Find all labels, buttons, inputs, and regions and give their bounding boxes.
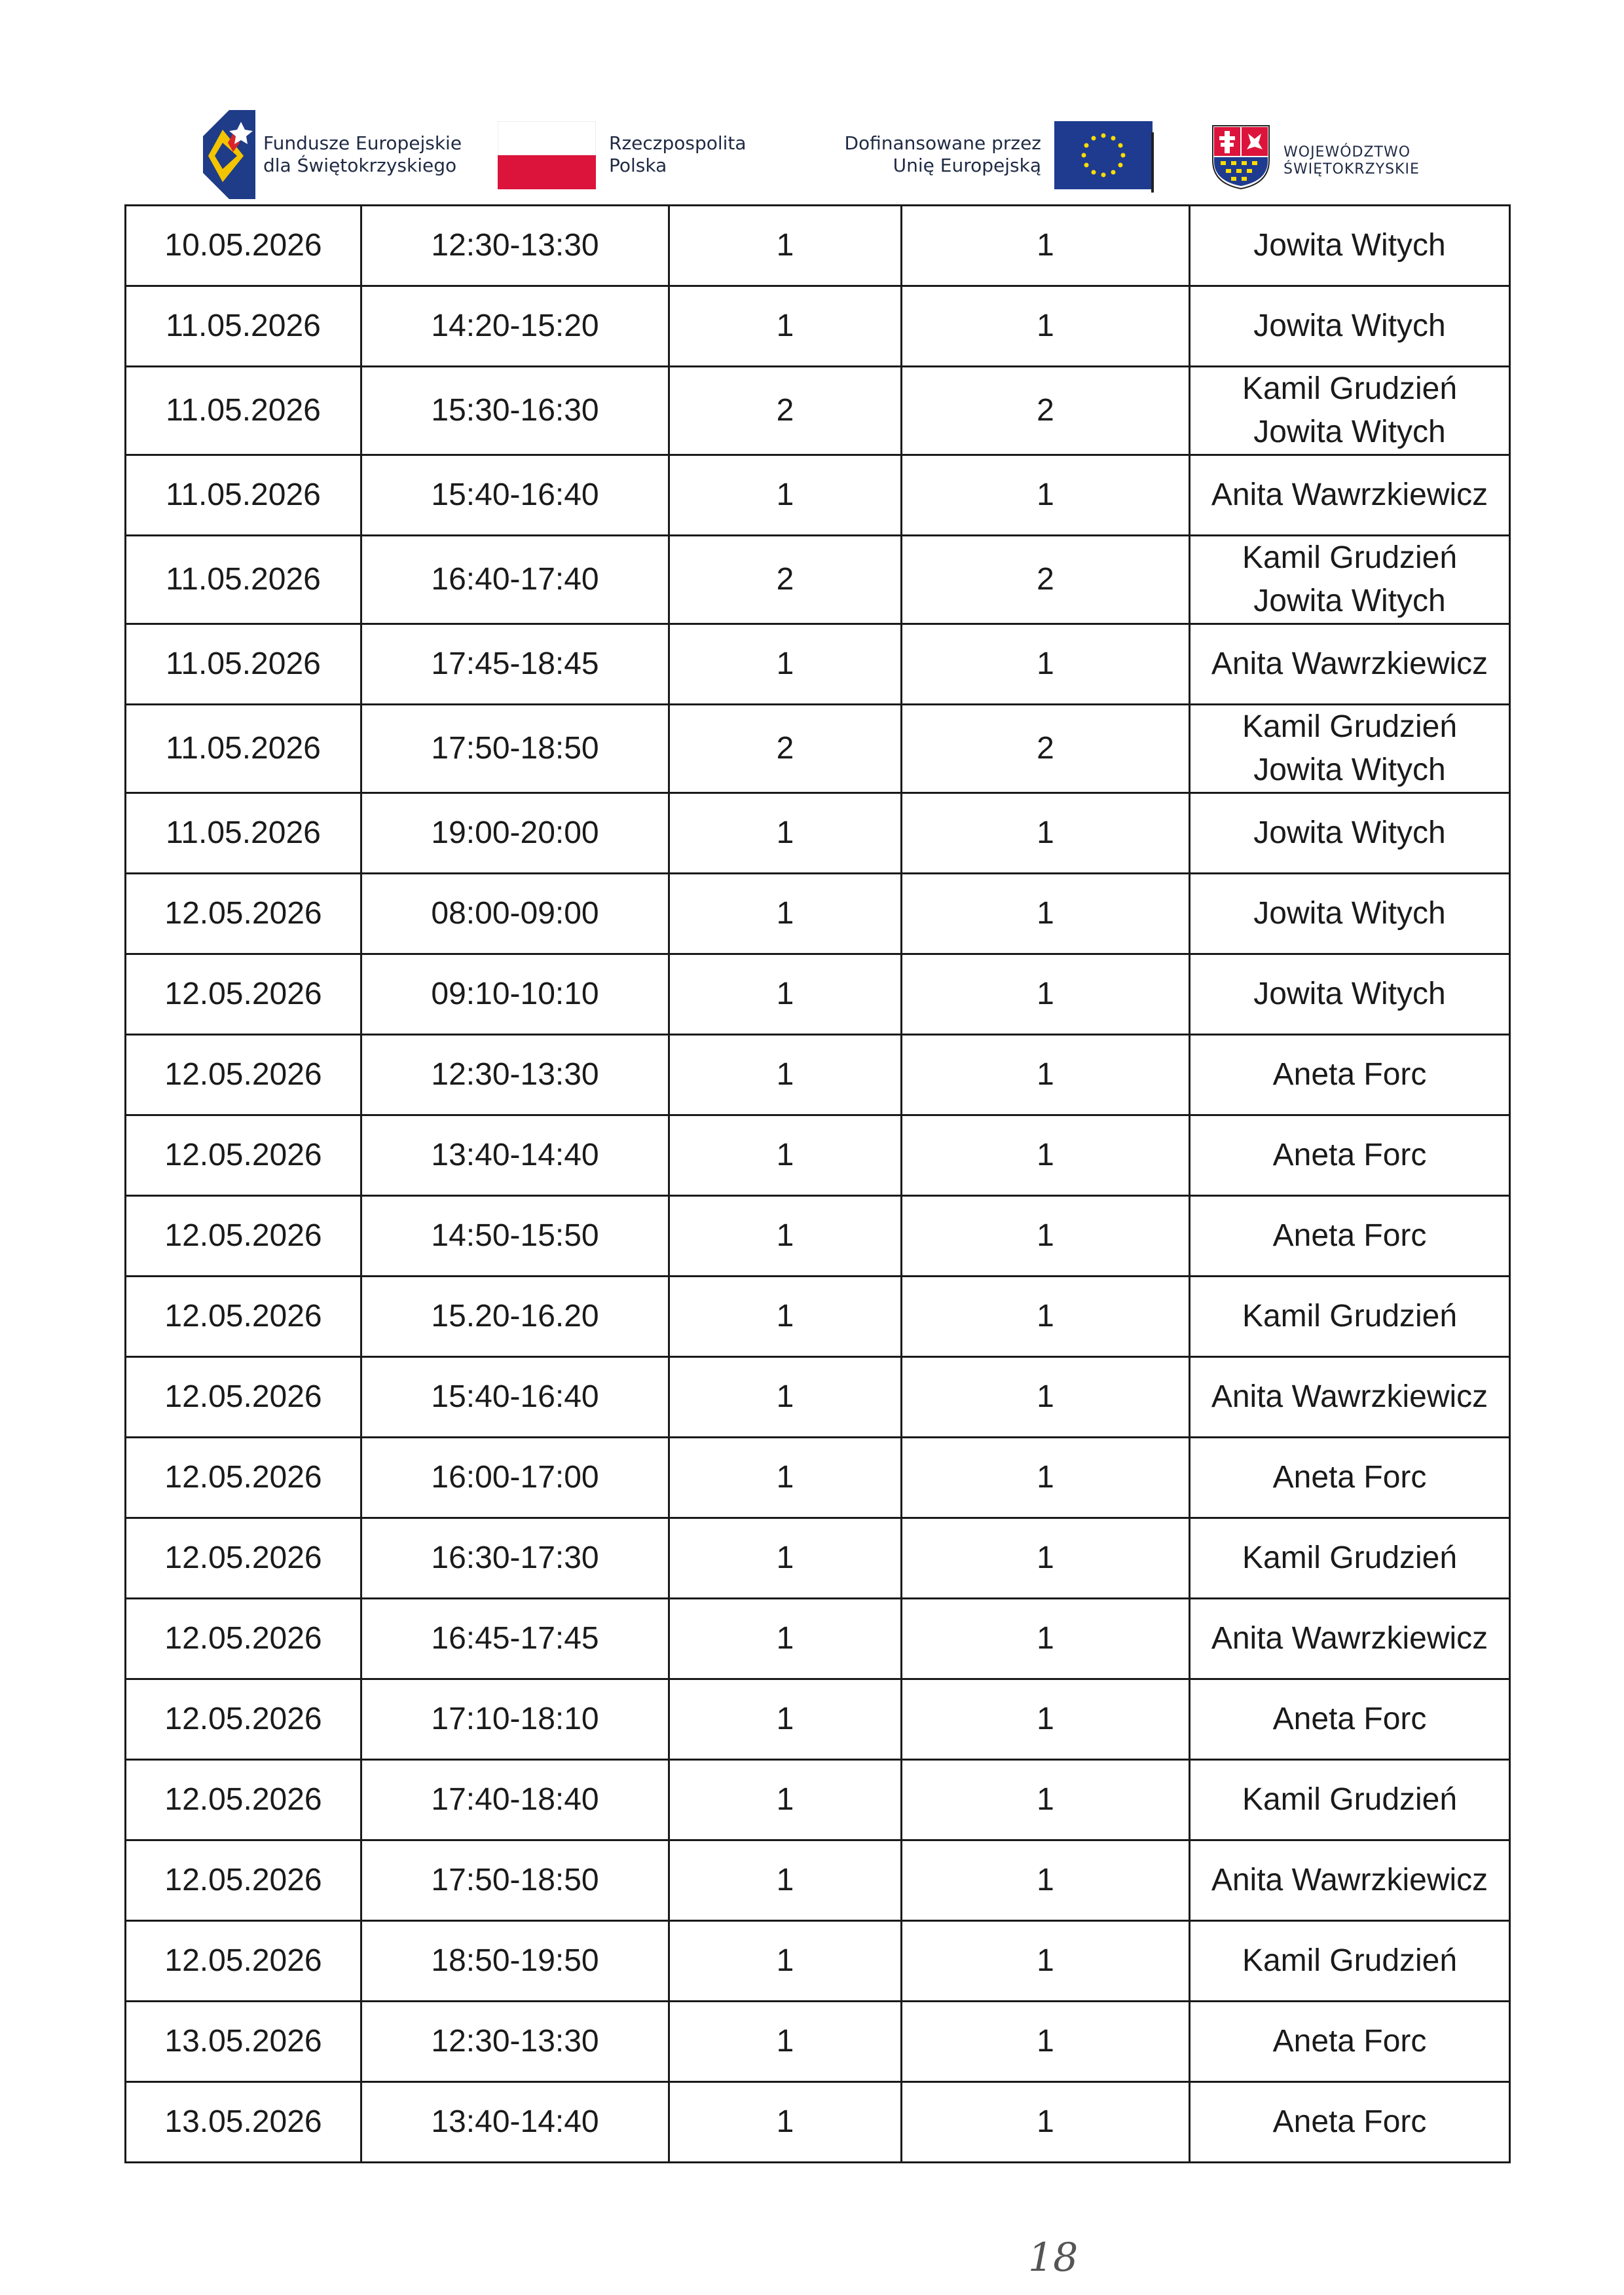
staff-cell xyxy=(1190,1357,1510,1438)
date-cell: 12.05.2026 xyxy=(126,1277,361,1357)
count-cell-a: 1 xyxy=(669,1679,902,1760)
staff-cell xyxy=(1190,1277,1510,1357)
time-cell: 16:00-17:00 xyxy=(361,1438,669,1518)
count-cell-b: 1 xyxy=(902,954,1190,1035)
count-cell-b: 1 xyxy=(902,793,1190,874)
count-cell-b: 1 xyxy=(902,1679,1190,1760)
staff-cell xyxy=(1190,624,1510,705)
staff-name: Aneta Forc xyxy=(1272,2024,1427,2059)
staff-name: Jowita Witych xyxy=(1253,753,1446,787)
time-cell: 16:30-17:30 xyxy=(361,1518,669,1599)
date-cell: 12.05.2026 xyxy=(126,1115,361,1196)
staff-cell xyxy=(1190,286,1510,367)
count-cell-a: 1 xyxy=(669,1760,902,1840)
date-cell: 12.05.2026 xyxy=(126,1599,361,1679)
count-cell-b: 2 xyxy=(902,367,1190,455)
count-cell-a: 1 xyxy=(669,1840,902,1921)
count-cell-a: 1 xyxy=(669,1277,902,1357)
time-cell: 15:40-16:40 xyxy=(361,1357,669,1438)
count-cell-a: 1 xyxy=(669,1599,902,1679)
count-cell-a: 1 xyxy=(669,874,902,954)
time-cell: 16:40-17:40 xyxy=(361,536,669,624)
staff-name: Aneta Forc xyxy=(1272,1138,1427,1172)
count-cell-b: 1 xyxy=(902,1518,1190,1599)
staff-name: Kamil Grudzień xyxy=(1242,1540,1458,1575)
table-row xyxy=(126,705,1510,793)
staff-name: Aneta Forc xyxy=(1272,1218,1427,1253)
staff-name: Jowita Witych xyxy=(1253,977,1446,1011)
date-cell: 11.05.2026 xyxy=(126,793,361,874)
staff-name: Jowita Witych xyxy=(1253,815,1446,850)
date-cell: 12.05.2026 xyxy=(126,874,361,954)
count-cell-b: 1 xyxy=(902,1760,1190,1840)
time-cell: 15:30-16:30 xyxy=(361,367,669,455)
count-cell-b: 1 xyxy=(902,2082,1190,2163)
table-row xyxy=(126,206,1510,286)
date-cell: 12.05.2026 xyxy=(126,1196,361,1277)
time-cell: 14:50-15:50 xyxy=(361,1196,669,1277)
staff-cell xyxy=(1190,2002,1510,2082)
count-cell-a: 1 xyxy=(669,455,902,536)
count-cell-b: 1 xyxy=(902,1115,1190,1196)
count-cell-b: 1 xyxy=(902,1196,1190,1277)
table-row xyxy=(126,1035,1510,1115)
count-cell-a: 1 xyxy=(669,1357,902,1438)
count-cell-a: 1 xyxy=(669,1518,902,1599)
time-cell: 08:00-09:00 xyxy=(361,874,669,954)
schedule-table xyxy=(124,204,1511,2163)
table-row xyxy=(126,1679,1510,1760)
table-row xyxy=(126,1921,1510,2002)
table-row xyxy=(126,2082,1510,2163)
count-cell-b: 2 xyxy=(902,536,1190,624)
unia-europejska-text: Dofinansowane przez Unię Europejską xyxy=(844,132,1041,176)
count-cell-b: 1 xyxy=(902,1277,1190,1357)
time-cell: 13:40-14:40 xyxy=(361,2082,669,2163)
wojewodztwo-swietokrzyskie-logo xyxy=(1211,105,1473,203)
date-cell: 12.05.2026 xyxy=(126,1518,361,1599)
count-cell-a: 1 xyxy=(669,793,902,874)
count-cell-b: 1 xyxy=(902,2002,1190,2082)
time-cell: 17:50-18:50 xyxy=(361,705,669,793)
staff-cell xyxy=(1190,954,1510,1035)
time-cell: 17:10-18:10 xyxy=(361,1679,669,1760)
count-cell-b: 1 xyxy=(902,1921,1190,2002)
staff-cell xyxy=(1190,1518,1510,1599)
staff-name: Kamil Grudzień xyxy=(1242,1299,1458,1334)
date-cell: 12.05.2026 xyxy=(126,1840,361,1921)
date-cell: 12.05.2026 xyxy=(126,1438,361,1518)
staff-name: Aneta Forc xyxy=(1272,1460,1427,1495)
date-cell: 12.05.2026 xyxy=(126,1679,361,1760)
date-cell: 11.05.2026 xyxy=(126,536,361,624)
staff-name: Kamil Grudzień xyxy=(1242,1782,1458,1817)
time-cell: 12:30-13:30 xyxy=(361,1035,669,1115)
time-cell: 18:50-19:50 xyxy=(361,1921,669,2002)
logo-divider xyxy=(1151,132,1154,193)
staff-name: Jowita Witych xyxy=(1253,584,1446,618)
count-cell-b: 1 xyxy=(902,1035,1190,1115)
polish-flag-icon xyxy=(498,121,596,189)
time-cell: 09:10-10:10 xyxy=(361,954,669,1035)
table-row xyxy=(126,1599,1510,1679)
count-cell-b: 1 xyxy=(902,286,1190,367)
rzeczpospolita-polska-logo xyxy=(498,105,773,203)
swietokrzyskie-coat-of-arms-icon xyxy=(1211,124,1270,190)
time-cell: 12:30-13:30 xyxy=(361,2002,669,2082)
wojewodztwo-swietokrzyskie-text: WOJEWÓDZTWO ŚWIĘTOKRZYSKIE xyxy=(1283,144,1420,177)
handwritten-page-number: 18 xyxy=(1028,2235,1079,2281)
count-cell-a: 2 xyxy=(669,705,902,793)
logo-bar xyxy=(196,105,1441,203)
count-cell-b: 2 xyxy=(902,705,1190,793)
staff-cell xyxy=(1190,793,1510,874)
fundusze-europejskie-text: Fundusze Europejskie dla Świętokrzyskiego xyxy=(263,132,462,176)
count-cell-a: 2 xyxy=(669,367,902,455)
staff-name: Anita Wawrzkiewicz xyxy=(1211,1863,1488,1897)
count-cell-a: 1 xyxy=(669,206,902,286)
table-row xyxy=(126,536,1510,624)
table-row xyxy=(126,1196,1510,1277)
count-cell-b: 1 xyxy=(902,1840,1190,1921)
table-row xyxy=(126,1115,1510,1196)
count-cell-b: 1 xyxy=(902,1438,1190,1518)
count-cell-b: 1 xyxy=(902,1599,1190,1679)
table-row xyxy=(126,1277,1510,1357)
table-row xyxy=(126,367,1510,455)
staff-cell xyxy=(1190,1438,1510,1518)
staff-name: Anita Wawrzkiewicz xyxy=(1211,646,1488,681)
time-cell: 14:20-15:20 xyxy=(361,286,669,367)
date-cell: 12.05.2026 xyxy=(126,1035,361,1115)
date-cell: 12.05.2026 xyxy=(126,1357,361,1438)
time-cell: 19:00-20:00 xyxy=(361,793,669,874)
count-cell-b: 1 xyxy=(902,206,1190,286)
date-cell: 10.05.2026 xyxy=(126,206,361,286)
staff-name: Aneta Forc xyxy=(1272,1702,1427,1736)
staff-name: Aneta Forc xyxy=(1272,2104,1427,2139)
count-cell-a: 1 xyxy=(669,1438,902,1518)
table-row xyxy=(126,1518,1510,1599)
table-row xyxy=(126,455,1510,536)
staff-name: Jowita Witych xyxy=(1253,308,1446,343)
staff-cell xyxy=(1190,705,1510,793)
staff-name: Jowita Witych xyxy=(1253,415,1446,449)
staff-cell xyxy=(1190,1840,1510,1921)
count-cell-a: 1 xyxy=(669,2002,902,2082)
staff-cell xyxy=(1190,1115,1510,1196)
staff-cell xyxy=(1190,1760,1510,1840)
table-row xyxy=(126,1760,1510,1840)
count-cell-a: 1 xyxy=(669,1196,902,1277)
count-cell-a: 1 xyxy=(669,286,902,367)
count-cell-b: 1 xyxy=(902,455,1190,536)
staff-cell xyxy=(1190,1035,1510,1115)
fundusze-europejskie-logo xyxy=(196,105,471,203)
date-cell: 12.05.2026 xyxy=(126,1760,361,1840)
staff-name: Kamil Grudzień xyxy=(1242,1943,1458,1978)
count-cell-a: 1 xyxy=(669,1921,902,2002)
staff-name: Aneta Forc xyxy=(1272,1057,1427,1092)
staff-cell xyxy=(1190,874,1510,954)
table-row xyxy=(126,1840,1510,1921)
time-cell: 15:40-16:40 xyxy=(361,455,669,536)
count-cell-a: 1 xyxy=(669,2082,902,2163)
table-row xyxy=(126,1438,1510,1518)
unia-europejska-logo xyxy=(773,105,1153,203)
date-cell: 11.05.2026 xyxy=(126,455,361,536)
date-cell: 11.05.2026 xyxy=(126,367,361,455)
staff-name: Jowita Witych xyxy=(1253,896,1446,931)
time-cell: 12:30-13:30 xyxy=(361,206,669,286)
eu-flag-icon xyxy=(1054,121,1153,189)
staff-cell xyxy=(1190,2082,1510,2163)
time-cell: 17:45-18:45 xyxy=(361,624,669,705)
staff-cell xyxy=(1190,206,1510,286)
table-row xyxy=(126,793,1510,874)
date-cell: 13.05.2026 xyxy=(126,2002,361,2082)
time-cell: 15.20-16.20 xyxy=(361,1277,669,1357)
staff-cell xyxy=(1190,1679,1510,1760)
table-row xyxy=(126,2002,1510,2082)
table-row xyxy=(126,874,1510,954)
staff-name: Anita Wawrzkiewicz xyxy=(1211,1621,1488,1656)
count-cell-a: 1 xyxy=(669,1115,902,1196)
date-cell: 11.05.2026 xyxy=(126,624,361,705)
time-cell: 16:45-17:45 xyxy=(361,1599,669,1679)
count-cell-b: 1 xyxy=(902,874,1190,954)
staff-name: Kamil Grudzień xyxy=(1242,709,1458,744)
staff-name: Kamil Grudzień xyxy=(1242,371,1458,406)
time-cell: 13:40-14:40 xyxy=(361,1115,669,1196)
count-cell-a: 1 xyxy=(669,1035,902,1115)
table-row xyxy=(126,1357,1510,1438)
table-row xyxy=(126,624,1510,705)
staff-name: Kamil Grudzień xyxy=(1242,540,1458,575)
staff-cell xyxy=(1190,536,1510,624)
staff-cell xyxy=(1190,455,1510,536)
staff-cell xyxy=(1190,1196,1510,1277)
rzeczpospolita-polska-text: Rzeczpospolita Polska xyxy=(609,132,747,176)
count-cell-a: 2 xyxy=(669,536,902,624)
time-cell: 17:50-18:50 xyxy=(361,1840,669,1921)
table-row xyxy=(126,286,1510,367)
schedule-table-body xyxy=(126,206,1510,2163)
count-cell-b: 1 xyxy=(902,624,1190,705)
staff-name: Jowita Witych xyxy=(1253,228,1446,263)
date-cell: 12.05.2026 xyxy=(126,1921,361,2002)
date-cell: 11.05.2026 xyxy=(126,286,361,367)
staff-name: Anita Wawrzkiewicz xyxy=(1211,477,1488,512)
count-cell-b: 1 xyxy=(902,1357,1190,1438)
date-cell: 12.05.2026 xyxy=(126,954,361,1035)
staff-cell xyxy=(1190,367,1510,455)
staff-name: Anita Wawrzkiewicz xyxy=(1211,1379,1488,1414)
date-cell: 11.05.2026 xyxy=(126,705,361,793)
date-cell: 13.05.2026 xyxy=(126,2082,361,2163)
staff-cell xyxy=(1190,1921,1510,2002)
count-cell-a: 1 xyxy=(669,954,902,1035)
time-cell: 17:40-18:40 xyxy=(361,1760,669,1840)
fundusze-europejskie-icon xyxy=(203,110,255,199)
table-row xyxy=(126,954,1510,1035)
staff-cell xyxy=(1190,1599,1510,1679)
count-cell-a: 1 xyxy=(669,624,902,705)
